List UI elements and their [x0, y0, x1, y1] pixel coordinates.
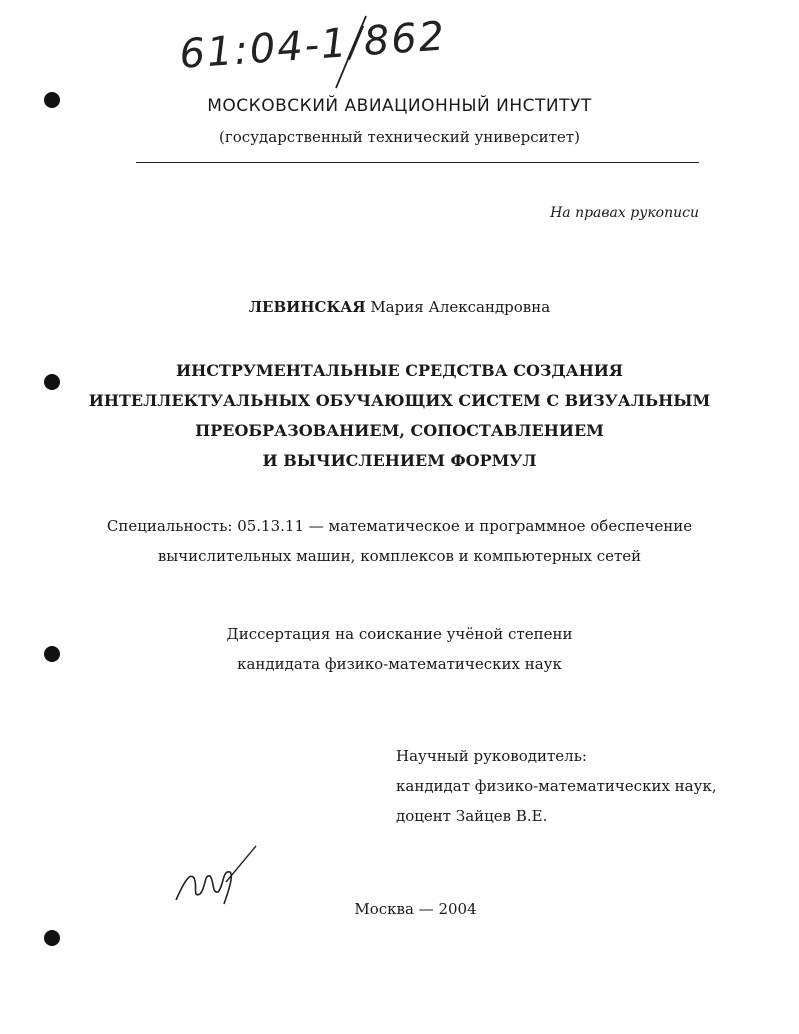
rights-note: На правах рукописи [550, 205, 699, 221]
supervisor-name: доцент Зайцев В.Е. [396, 807, 548, 825]
institute-subtitle: (государственный технический университет) [219, 128, 580, 146]
title-line: ПРЕОБРАЗОВАНИЕМ, СОПОСТАВЛЕНИЕМ [195, 421, 604, 440]
specialty [0, 511, 799, 571]
title-line: ИНСТРУМЕНТАЛЬНЫЕ СРЕДСТВА СОЗДАНИЯ [175, 361, 624, 380]
specialty-line: вычислительных машин, комплексов и компьютерных сетей [157, 547, 642, 565]
dissertation-title [0, 356, 799, 476]
supervisor-block [396, 741, 717, 831]
punch-hole-4 [44, 930, 60, 946]
supervisor-heading: Научный руководитель: [396, 747, 587, 765]
title-line: И ВЫЧИСЛЕНИЕМ ФОРМУЛ [262, 451, 537, 470]
specialty-line: Специальность: 05.13.11 — математическое и программное обеспечение [106, 517, 693, 535]
degree-line: кандидата физико-математических наук [237, 655, 562, 673]
author-name: Мария Александровна [370, 298, 551, 316]
degree-line: Диссертация на соискание учёной степени [226, 625, 573, 643]
handwritten-slash-icon [330, 12, 370, 92]
author-line [0, 298, 799, 316]
header-divider [136, 162, 699, 163]
author-surname: ЛЕВИНСКАЯ [248, 298, 366, 316]
city-year: Москва — 2004 [354, 900, 477, 918]
degree [0, 619, 799, 679]
institute-name: МОСКОВСКИЙ АВИАЦИОННЫЙ ИНСТИТУТ [207, 96, 592, 116]
title-line: ИНТЕЛЛЕКТУАЛЬНЫХ ОБУЧАЮЩИХ СИСТЕМ С ВИЗУАЛЬНЫМ [88, 391, 711, 410]
handwritten-archive-code: 61:04-1/862 [178, 13, 448, 78]
supervisor-degree: кандидат физико-математических наук, [396, 777, 717, 795]
